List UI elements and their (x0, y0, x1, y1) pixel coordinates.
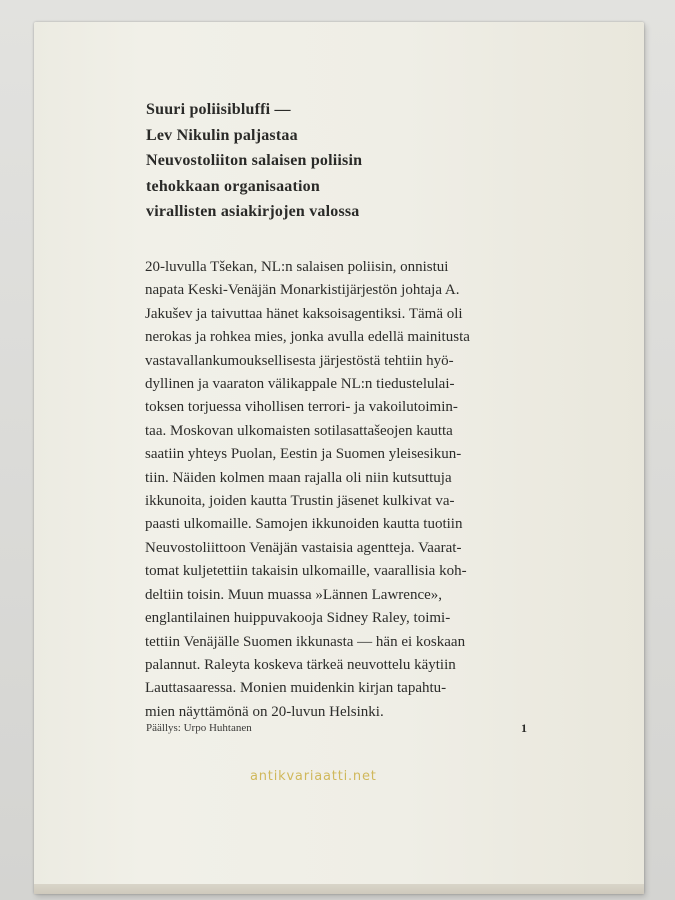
blurb-line: Neuvostoliittoon Venäjän vastaisia agentteja. Vaarat- (145, 539, 462, 556)
headline-line: virallisten asiakirjojen valossa (146, 203, 360, 220)
blurb-line: napata Keski-Venäjän Monarkistijärjestön johtaja A. (145, 282, 460, 299)
blurb-line: ikkunoita, joiden kautta Trustin jäsenet kulkivat va- (145, 493, 455, 510)
blurb-line: Jakušev ja taivuttaa hänet kaksoisagentiksi. Tämä oli (145, 305, 463, 322)
watermark: antikvariaatti.net (250, 769, 377, 784)
blurb-line: 20-luvulla Tšekan, NL:n salaisen poliisin, onnistui (145, 259, 449, 275)
cover-designer-credit: Päällys: Urpo Huhtanen (146, 722, 252, 734)
headline-line: Neuvostoliiton salaisen poliisin (146, 152, 363, 169)
blurb-line: Lauttasaaressa. Monien muidenkin kirjan tapahtu- (145, 680, 447, 697)
headline-line: tehokkaan organisaation (146, 177, 320, 195)
blurb-line: deltiin toisin. Muun muassa »Lännen Lawrence», (145, 586, 443, 603)
headline-line: Lev Nikulin paljastaa (146, 126, 298, 144)
blurb-line: mien näyttämönä on 20-luvun Helsinki. (145, 703, 384, 720)
blurb-line: toksen torjuessa vihollisen terrori- ja vakoilutoimin- (145, 399, 458, 416)
blurb-text (145, 256, 521, 724)
cover-bottom-edge (34, 884, 644, 894)
page-number: 1 (521, 721, 527, 735)
blurb-line: englantilainen huippuvakooja Sidney Raley, toimi- (145, 610, 451, 627)
blurb-line: tomat kuljetettiin takaisin ulkomaille, vaarallisia koh- (145, 563, 467, 580)
blurb-line: dyllinen ja vaaraton välikappale NL:n tiedustelulai- (145, 376, 455, 393)
blurb-line: tiin. Näiden kolmen maan rajalla oli niin kutsuttuja (145, 469, 452, 486)
headline-line: Suuri poliisibluffi — (146, 101, 291, 118)
blurb-line: vastavallankumouksellisesta järjestöstä tehtiin hyö- (145, 352, 454, 369)
blurb-line: palannut. Raleyta koskeva tärkeä neuvottelu käytiin (145, 656, 456, 673)
headline (146, 97, 476, 225)
blurb-line: paasti ulkomaille. Samojen ikkunoiden kautta tuotiin (145, 516, 463, 533)
blurb-line: nerokas ja rohkea mies, jonka avulla edellä mainitusta (145, 329, 470, 346)
blurb-line: tettiin Venäjälle Suomen ikkunasta — hän ei koskaan (145, 633, 466, 650)
blurb-line: saatiin yhteys Puolan, Eestin ja Suomen yleisesikun- (145, 446, 462, 463)
blurb-line: taa. Moskovan ulkomaisten sotilasattašeojen kautta (145, 422, 453, 439)
